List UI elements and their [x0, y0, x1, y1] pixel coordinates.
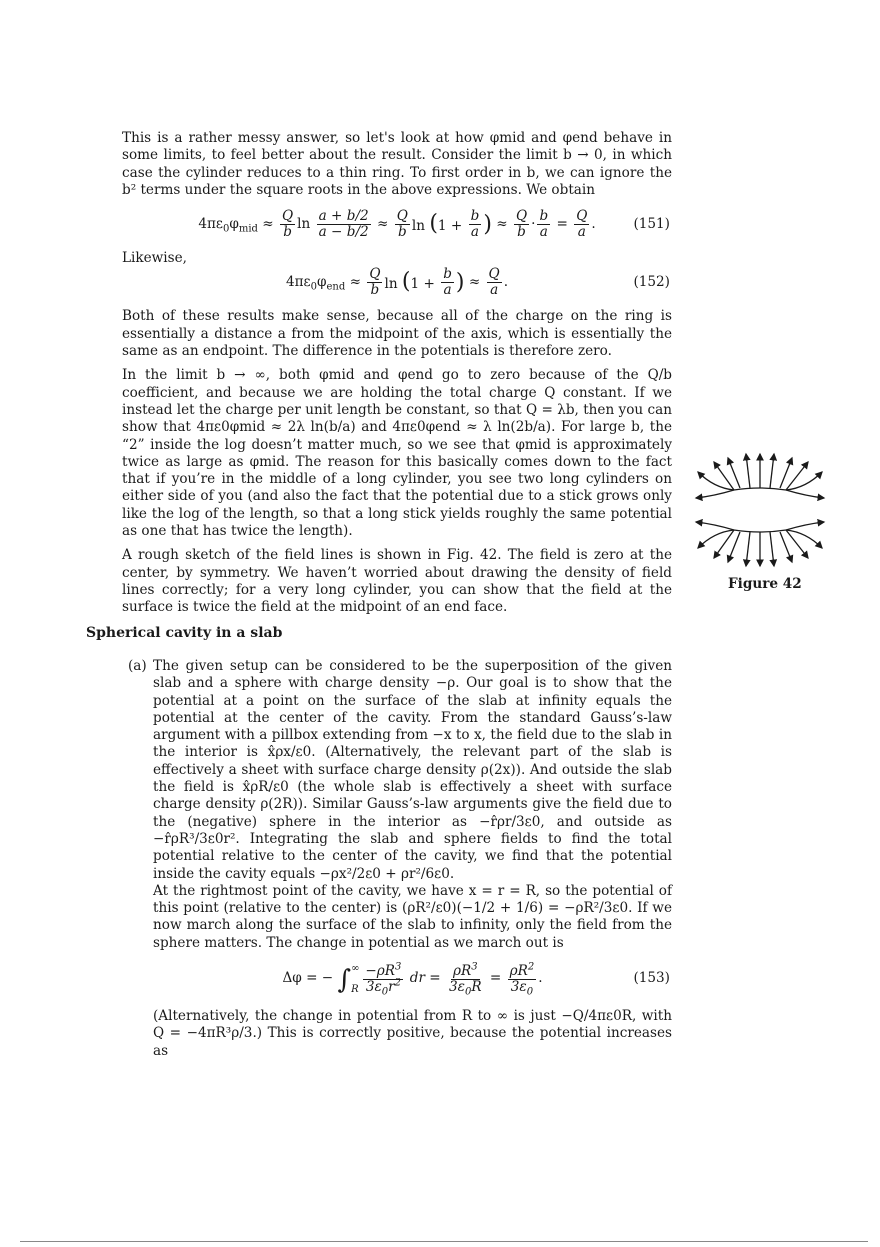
main-column — [122, 130, 672, 624]
figure-42-field-lines — [694, 448, 826, 578]
section-title: Spherical cavity in a slab — [86, 625, 283, 641]
footer-rule — [20, 1241, 868, 1242]
field-lines-sketch — [694, 448, 826, 573]
paragraph-ring: Both of these results make sense, because all of the charge on the ring is essentially a distance a from the midpoint of the axis, which is essentially the same as an endpoint. The difference in the potentials is therefore zero. — [122, 308, 672, 360]
part-a-body — [153, 658, 672, 1060]
equation-153: Δφ = − ∫ ∞ R $\frac{-\rho R^3}{3\varepsilon_0r^2}$ dr = $\frac{\rho R^3}{3\varepsilon_0R}$ = $\frac{\rho R^2}{3\varepsilon_0}$ . (153) — [282, 961, 670, 998]
paragraph-infinite-limit: In the limit b → ∞, both φmid and φend go to zero because of the Q/b coefficient, and because we are holding the total charge Q constant. If we instead let the charge per unit length be constant, so that Q = λb, then you can show that 4πε0φmid ≈ 2λ ln(b/a) and 4πε0φend ≈ λ ln(2b/a). For large b, the “2” inside the log doesn’t matter much, so we see that φmid is approximately twice as large as φmid. The reason for this basically comes down to the fact that if you’re in the middle of a long cylinder, you see two long cylinders on either side of you (and also the fact that the potential due to a stick grows only like the log of the length, so that a long stick yields roughly the same potential as one that has twice the length). — [122, 367, 672, 540]
item-label: (a) — [128, 658, 147, 674]
part-a-paragraph-2: At the rightmost point of the cavity, we have x = r = R, so the potential of this point (relative to the center) is (ρR²/ε0)(−1/2 + 1/6) = −ρR²/3ε0. If we now march along the surface of the slab to infinity, only the field from the sphere matters. The change in potential as we march out is — [153, 882, 672, 951]
figure-caption: Figure 42 — [728, 576, 802, 592]
part-a-paragraph-3: (Alternatively, the change in potential from R to ∞ is just −Q/4πε0R, with Q = −4πR³ρ/3.) This is correctly positive, because the potential increases as — [153, 1008, 672, 1059]
paragraph-limits: This is a rather messy answer, so let's look at how φmid and φend behave in some limits, to feel better about the result. Consider the limit b → 0, in which case the cylinder reduces to a thin ring. To first order in b, we can ignore the b² terms under the square roots in the above expressions. We obtain — [122, 130, 672, 198]
paragraph-field-lines: A rough sketch of the field lines is shown in Fig. 42. The field is zero at the center, by symmetry. We haven’t worried about drawing the density of field lines correctly; for a very long cylinder, you can show that the field at the surface is twice the field at the midpoint of an end face. — [122, 547, 672, 616]
equation-number: (152) — [633, 274, 670, 291]
equation-151: $4\pi\varepsilon_0\varphi_{mid}$ ≈ $\frac{Q}{b}$ ln $\frac{a + b/2}{a - b/2}$ ≈ $\frac{Q}{b}$ ln (1 + $\frac{b}{a}$ ) ≈ $\frac{Q}{b}$ · $\frac{b}{a}$ = $\frac{Q}{a}$ . (151) — [198, 208, 670, 241]
part-a — [128, 658, 672, 1067]
equation-152: $4\pi\varepsilon_0\varphi_{end}$ ≈ $\frac{Q}{b}$ ln (1 + $\frac{b}{a}$ ) ≈ $\frac{Q}{a}$ . (152) — [285, 266, 670, 299]
part-a-paragraph-1: The given setup can be considered to be the superposition of the given slab and a sphere with charge density −ρ. Our goal is to show that the potential at a point on the surface of the slab at infinity equals the potential at the center of the cavity. From the standard Gauss’s-law argument with a pillbox extending from −x to x, the field due to the slab in the interior is x̂ρx/ε0. (Alternatively, the relevant part of the slab is effectively a sheet with surface charge density ρ(2x)). And outside the slab the field is x̂ρR/ε0 (the whole slab is effectively a sheet with surface charge density ρ(2R)). Similar Gauss’s-law arguments give the field due to the (negative) sphere in the interior as −r̂ρr/3ε0, and outside as −r̂ρR³/3ε0r². Integrating the slab and sphere fields to find the total potential relative to the center of the cavity, we find that the potential inside the cavity equals −ρx²/2ε0 + ρr²/6ε0. — [153, 658, 672, 882]
likewise-text: Likewise, — [122, 250, 187, 267]
equation-number: (151) — [633, 216, 670, 233]
equation-number: (153) — [633, 970, 670, 987]
